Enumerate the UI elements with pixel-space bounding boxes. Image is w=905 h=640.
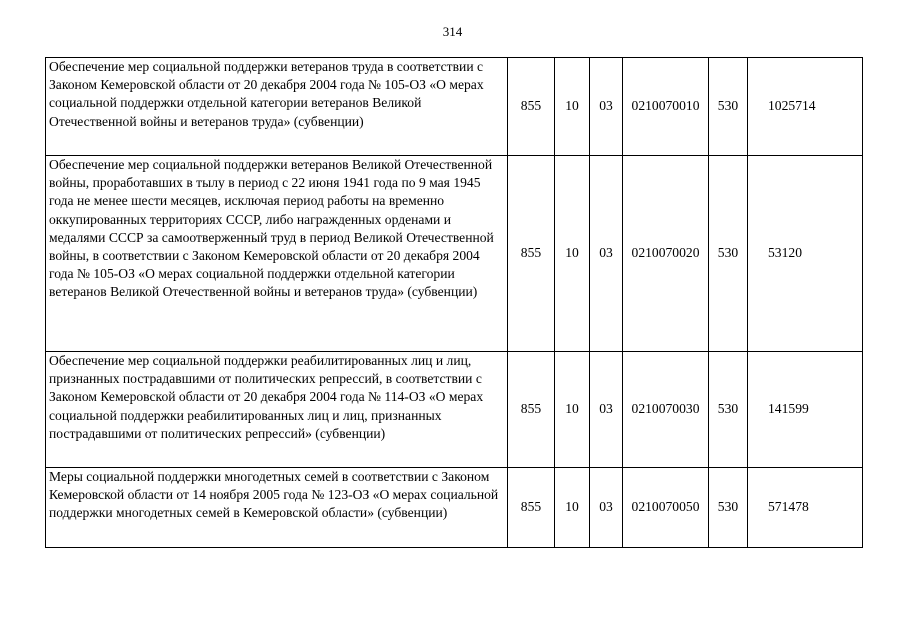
row-description: Меры социальной поддержки многодетных семей в соответствии с Законом Кемеровской области от 14 ноября 2005 года № 123-ОЗ «О мерах социальной поддержки многодетных семей в Кемеровской области» (субвенции)	[46, 468, 508, 548]
target-article-code: 0210070010	[623, 58, 709, 156]
target-article-code: 0210070050	[623, 468, 709, 548]
table-row	[46, 156, 863, 352]
expense-type-code: 530	[709, 156, 748, 352]
page-number: 314	[442, 24, 463, 39]
subsection-code: 03	[590, 156, 623, 352]
amount-value: 571478	[748, 468, 863, 548]
section-code: 10	[555, 156, 590, 352]
ministry-code: 855	[508, 468, 555, 548]
ministry-code: 855	[508, 352, 555, 468]
subsection-code: 03	[590, 352, 623, 468]
section-code: 10	[555, 468, 590, 548]
subsection-code: 03	[590, 468, 623, 548]
row-description: Обеспечение мер социальной поддержки ветеранов труда в соответствии с Законом Кемеровской области от 20 декабря 2004 года № 105-ОЗ «О мерах социальной поддержки отдельной категории ветеранов Великой Отечественной войны и ветеранов труда» (субвенции)	[46, 58, 508, 156]
amount-value: 53120	[748, 156, 863, 352]
table-row	[46, 58, 863, 156]
expense-type-code: 530	[709, 468, 748, 548]
row-description: Обеспечение мер социальной поддержки реабилитированных лиц и лиц, признанных пострадавшими от политических репрессий, в соответствии с Законом Кемеровской области от 20 декабря 2004 года № 114-ОЗ «О мерах социальной поддержки реабилитированных лиц и лиц, признанных пострадавшими от политических репрессий» (субвенции)	[46, 352, 508, 468]
section-code: 10	[555, 58, 590, 156]
ministry-code: 855	[508, 58, 555, 156]
amount-value: 1025714	[748, 58, 863, 156]
target-article-code: 0210070030	[623, 352, 709, 468]
row-description: Обеспечение мер социальной поддержки ветеранов Великой Отечественной войны, проработавших в тылу в период с 22 июня 1941 года по 9 мая 1945 года не менее шести месяцев, исключая период работы на временно оккупированных территориях СССР, либо награжденных орденами и медалями СССР за самоотверженный труд в период Великой Отечественной войны, в соответствии с Законом Кемеровской области от 20 декабря 2004 года № 105-ОЗ «О мерах социальной поддержки отдельной категории ветеранов Великой Отечественной войны и ветеранов труда» (субвенции)	[46, 156, 508, 352]
subsection-code: 03	[590, 58, 623, 156]
table-row	[46, 352, 863, 468]
ministry-code: 855	[508, 156, 555, 352]
table-row	[46, 468, 863, 548]
amount-value: 141599	[748, 352, 863, 468]
expense-type-code: 530	[709, 352, 748, 468]
expense-type-code: 530	[709, 58, 748, 156]
section-code: 10	[555, 352, 590, 468]
target-article-code: 0210070020	[623, 156, 709, 352]
budget-table	[45, 57, 863, 548]
